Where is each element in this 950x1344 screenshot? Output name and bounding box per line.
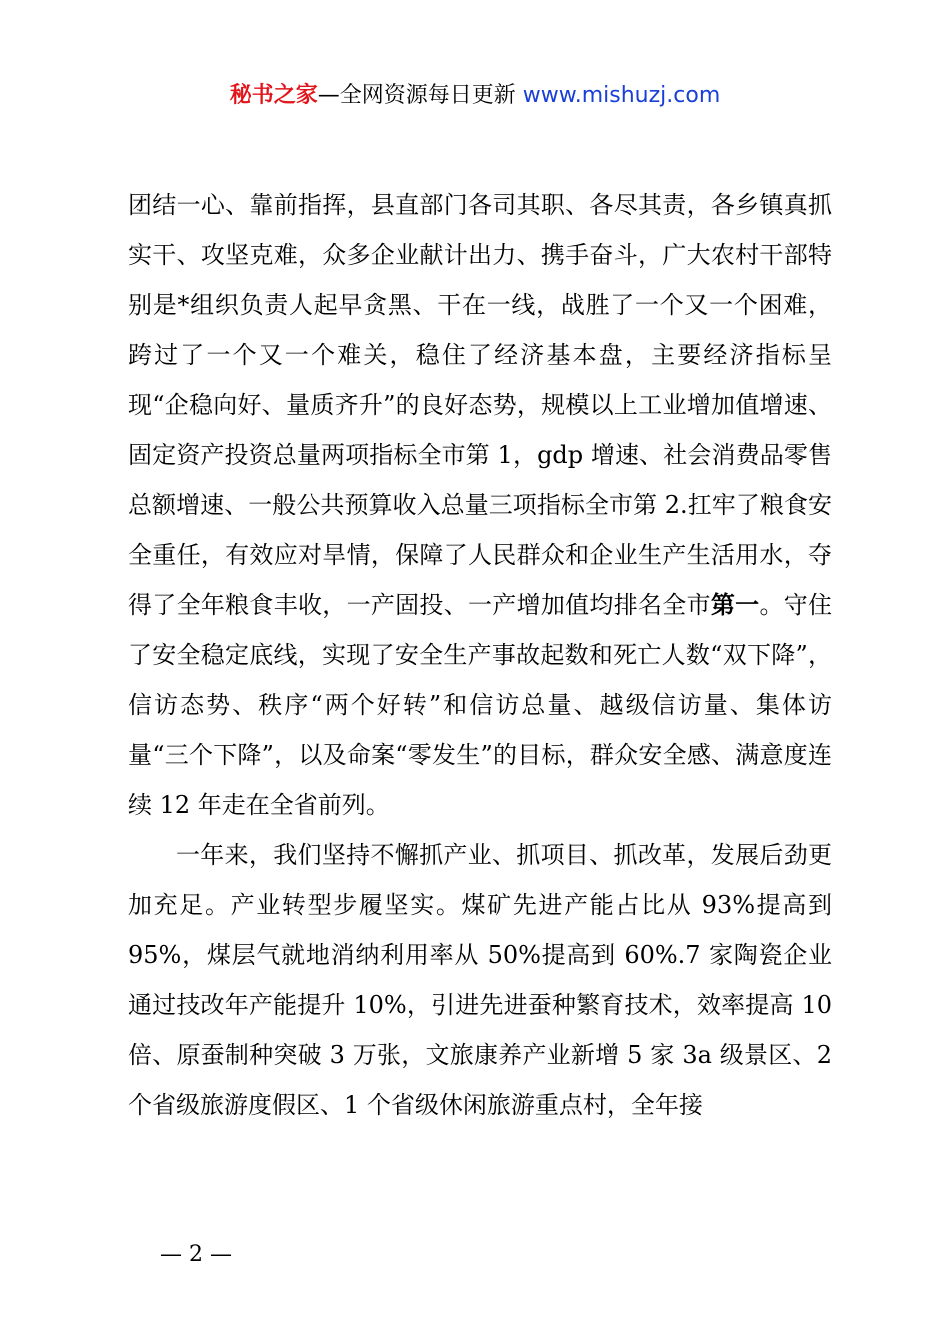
paragraph-1 [128, 180, 832, 830]
paragraph-2: 一年来，我们坚持不懈抓产业、抓项目、抓改革，发展后劲更加充足。产业转型步履坚实。煤矿先进产能占比从 93%提高到 95%，煤层气就地消纳利用率从 50%提高到 60%.7 家陶瓷企业通过技改年产能提升 10%，引进先进蚕种繁育技术，效率提高 10 倍、原蚕制种突破 3 万张，文旅康养产业新增 5 家 3a 级景区、2 个省级旅游度假区、1 个省级休闲旅游重点村，全年接 [128, 841, 832, 1119]
site-url[interactable]: www.mishuzj.com [522, 83, 721, 108]
site-slogan: —全网资源每日更新 [317, 83, 523, 108]
paragraph-1-text-a: 团结一心、靠前指挥，县直部门各司其职、各尽其责，各乡镇真抓实干、攻坚克难，众多企业献计出力、携手奋斗，广大农村干部特别是*组织负责人起早贪黑、干在一线，战胜了一个又一个困难，跨过了一个又一个难关，稳住了经济基本盘，主要经济指标呈现“企稳向好、量质齐升”的良好态势，规模以上工业增加值增速、固定资产投资总量两项指标全市第 1，gdp 增速、社会消费品零售总额增速、一般公共预算收入总量三项指标全市第 2.扛牢了粮食安全重任，有效应对旱情，保障了人民群众和企业生产生活用水，夺得了全年粮食丰收，一产固投、一产增加值均排名全市 [128, 191, 832, 619]
site-brand: 秘书之家 [229, 83, 318, 108]
site-header [0, 80, 950, 112]
page-number: — 2 — [160, 1242, 232, 1267]
document-body [128, 180, 832, 1130]
paragraph-1-bold: 第一 [710, 590, 760, 619]
paragraph-1-text-b: 。守住了安全稳定底线，实现了安全生产事故起数和死亡人数“双下降”，信访态势、秩序“两个好转”和信访总量、越级信访量、集体访量“三个下降”，以及命案“零发生”的目标，群众安全感、满意度连续 12 年走在全省前列。 [128, 591, 833, 819]
